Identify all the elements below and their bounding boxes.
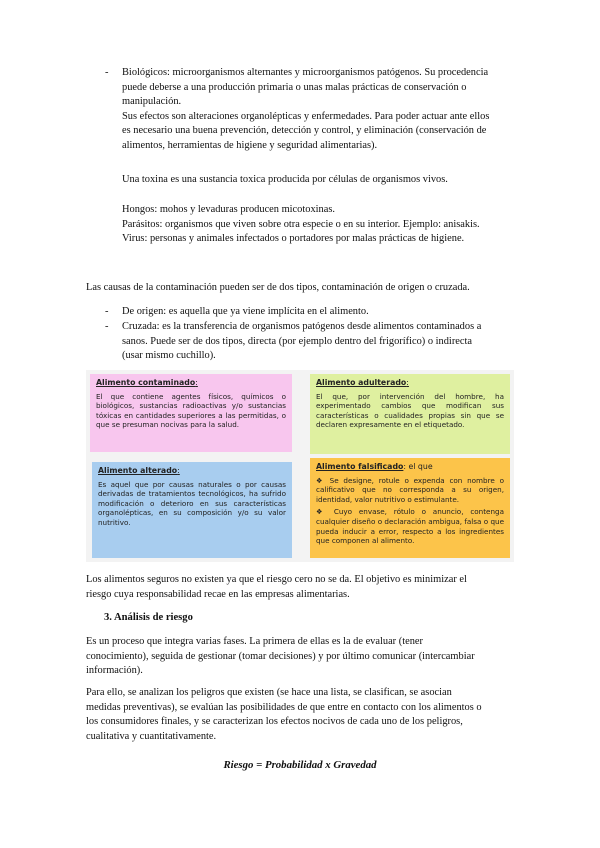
- bullet-dash: -: [105, 67, 109, 78]
- causas-text: Las causas de la contaminación pueden ser de dos tipos, contaminación de origen o cruzada.: [86, 282, 470, 293]
- box-title: Alimento contaminado: [96, 378, 196, 387]
- toxina-text: Una toxina es una sustancia toxica producida por células de organismos vivos.: [122, 174, 448, 185]
- text-line: conocimiento), seguida de gestionar (tomar decisiones) y por último comunicar (intercambiar: [86, 650, 475, 662]
- virus-text: Virus: personas y animales infectados o portadores por malas prácticas de higiene.: [122, 233, 465, 245]
- text-line: Es un proceso que integra varias fases. La primera de ellas es la de evaluar (tener: [86, 636, 423, 647]
- text-line: Sus efectos son alteraciones organolépticas y enfermedades. Para poder actuar ante ellos: [122, 110, 490, 122]
- proceso-paragraph: [86, 635, 514, 679]
- text-line: (usar mismo cuchillo).: [122, 350, 216, 362]
- bullet-dash: -: [105, 306, 109, 317]
- hongos-text: Hongos: mohos y levaduras producen micotoxinas.: [122, 204, 335, 215]
- box-body: El que, por intervención del hombre, ha experimentado cambios que modifican sus características o cualidades propias sin que se declaren expresamente en el etiquetado.: [316, 391, 504, 430]
- text-line: Biológicos: microorganismos alternantes y microorganismos patógenos. Su procedencia: [122, 67, 489, 78]
- text-line: Cruzada: es la transferencia de organismos patógenos desde alimentos contaminados a: [122, 321, 482, 332]
- cruzada-block: [122, 320, 522, 364]
- box-adulterado: Alimento adulterado: El que, por intervención del hombre, ha experimentado cambios que modifican sus características o cualidades propias sin que se declaren expresamente en el etiquetado.: [310, 374, 510, 454]
- parasitos-text: Parásitos: organismos que viven sobre otra especie o en su interior. Ejemplo: anisakis.: [122, 218, 480, 230]
- box-body: El que contiene agentes físicos, químicos o biológicos, sustancias radioactivas y/o sustancias tóxicas en cantidades superiores a las permitidas, o que se presuman nocivas para la salud.: [96, 391, 286, 430]
- box-body: Es aquel que por causas naturales o por causas derivadas de tratamientos tecnológicos, ha sufrido modificación o deterioro en sus características organolépticas, en su composición y/o su valor nutritivo.: [98, 479, 286, 527]
- section-heading: 3. Análisis de riesgo: [104, 612, 193, 623]
- box-item: ❖ Se designe, rotule o expenda con nombre o calificativo que no corresponda a su origen, identidad, valor nutritivo o estimulante.: [316, 475, 504, 504]
- biologicos-block: [122, 66, 522, 154]
- text-line: sanos. Puede ser de dos tipos, directa (por ejemplo dentro del frigorífico) o indirecta: [122, 335, 472, 347]
- text-line: es necesario una buena prevención, detección y control, y eliminación (conservación de: [122, 125, 487, 137]
- text-line: manipulación.: [122, 96, 182, 108]
- text-line: cualitativa y cuantitativamente.: [86, 730, 217, 742]
- box-falsificado: Alimento falsificado: el que ❖ Se designe, rotule o expenda con nombre o calificativo que no corresponda a su origen, identidad, valor nutritivo o estimulante. ❖ Cuyo envase, rótulo o anuncio, contenga cualquier diseño o declaración ambigua, falsa o que pueda inducir a error, respecto a los ingredientes que componen al alimento.: [310, 458, 510, 558]
- text-line: medidas preventivas), se evalúan las posibilidades de que entre en contacto con los alimentos o: [86, 701, 482, 713]
- box-contaminado: Alimento contaminado: El que contiene agentes físicos, químicos o biológicos, sustancias radioactivas y/o sustancias tóxicas en cantidades superiores a las permitidas, o que se presuman nocivas para la salud.: [90, 374, 292, 452]
- text-line: riesgo cuya responsabilidad recae en las empresas alimentarias.: [86, 588, 350, 600]
- organismos-list: [122, 203, 480, 247]
- box-alterado: Alimento alterado: Es aquel que por causas naturales o por causas derivadas de tratamientos tecnológicos, ha sufrido modificación o deterioro en sus características organolépticas, en su composición y/o su valor nutritivo.: [92, 462, 292, 558]
- box-item: ❖ Cuyo envase, rótulo o anuncio, contenga cualquier diseño o declaración ambigua, falsa o que pueda inducir a error, respecto a los ingredientes que componen al alimento.: [316, 507, 504, 546]
- text-line: Para ello, se analizan los peligros que existen (se hace una lista, se clasifican, se asocian: [86, 687, 452, 698]
- seguros-paragraph: [86, 573, 514, 602]
- risk-formula: Riesgo = Probabilidad x Gravedad: [223, 759, 377, 771]
- food-types-figure: [86, 370, 514, 562]
- text-line: información).: [86, 665, 143, 677]
- origen-text: De origen: es aquella que ya viene implícita en el alimento.: [122, 306, 369, 317]
- text-line: los consumidores finales, y se caracterizan los efectos nocivos de cada uno de los peligros,: [86, 716, 463, 728]
- paraello-paragraph: [86, 686, 514, 744]
- box-title: Alimento alterado: [98, 466, 178, 475]
- text-line: Los alimentos seguros no existen ya que el riesgo cero no se da. El objetivo es minimizar el: [86, 574, 467, 585]
- text-line: alimentos, herramientas de higiene y seguridad alimentarias).: [122, 139, 378, 151]
- box-title: Alimento adulterado: [316, 378, 407, 387]
- box-title: Alimento falsificado: [316, 462, 404, 471]
- bullet-dash: -: [105, 321, 109, 332]
- text-line: puede deberse a una producción primaria o unas malas prácticas de conservación o: [122, 81, 467, 93]
